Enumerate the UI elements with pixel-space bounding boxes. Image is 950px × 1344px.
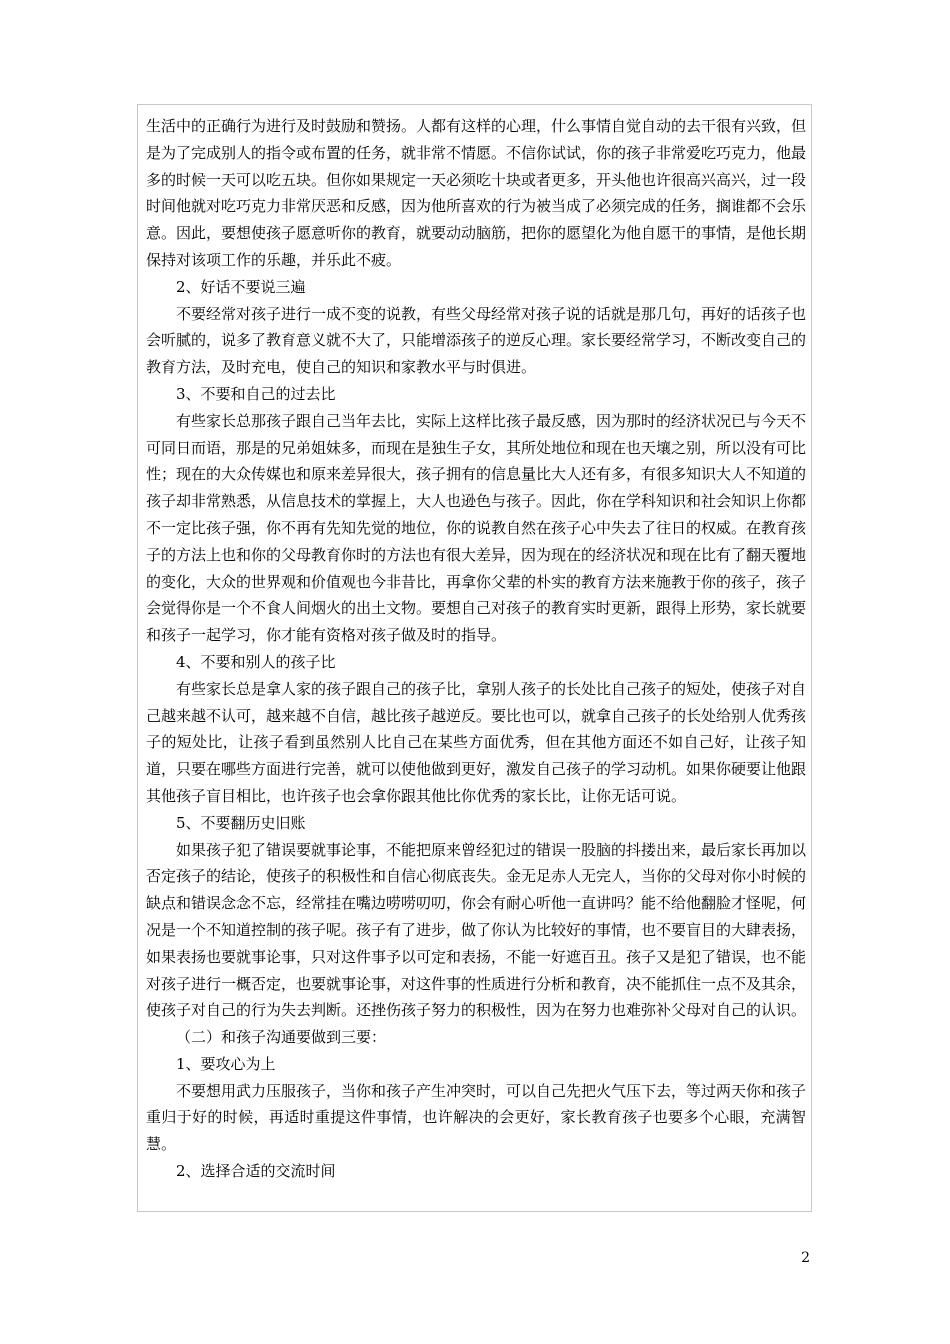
paragraph: 生活中的正确行为进行及时鼓励和赞扬。人都有这样的心理，什么事情自觉自动的去干很有兴致，但是为了完成别人的指令或布置的任务，就非常不情愿。不信你试试，你的孩子非常爱吃巧克力，他最多的时候一天可以吃五块。但你如果规定一天必须吃十块或者更多，开头他也许很高兴高兴，过一段时间他就对吃巧克力非常厌恶和反感，因为他所喜欢的行为被当成了必须完成的任务，搁谁都不会乐意。因此，要想使孩子愿意听你的教育，就要动动脑筋，把你的愿望化为他自愿干的事情，是他长期保持对该项工作的乐趣，并乐此不疲。 bbox=[146, 117, 807, 269]
section-heading: 2、选择合适的交流时间 bbox=[176, 1162, 336, 1181]
section-heading: 4、不要和别人的孩子比 bbox=[176, 652, 336, 671]
page-number: 2 bbox=[801, 1250, 810, 1266]
section-heading: 5、不要翻历史旧账 bbox=[176, 813, 306, 832]
section-heading: 3、不要和自己的过去比 bbox=[176, 384, 336, 403]
paragraph: 如果孩子犯了错误要就事论事，不能把原来曾经犯过的错误一股脑的抖搂出来，最后家长再加以否定孩子的结论，使孩子的积极性和自信心彻底丧失。金无足赤人无完人，当你的父母对你小时候的缺点和错误念念不忘，经常挂在嘴边唠唠叨叨，你会有耐心听他一直讲吗？能不给他翻脸才怪呢，何况是一个不知道控制的孩子呢。孩子有了进步，做了你认为比较好的事情，也不要盲目的大肆表扬，如果表扬也要就事论事，只对这件事予以可定和表扬，不能一好遮百丑。孩子又是犯了错误，也不能对孩子进行一概否定，也要就事论事，对这件事的性质进行分析和教育，决不能抓住一点不及其余，使孩子对自己的行为失去判断。还挫伤孩子努力的积极性，因为在努力也难弥补父母对自己的认识。 bbox=[146, 840, 807, 1020]
paragraph: 有些家长总是拿人家的孩子跟自己的孩子比，拿别人孩子的长处比自己孩子的短处，使孩子对自己越来越不认可，越来越不自信，越比孩子越逆反。要比也可以，就拿自己孩子的长处给别人优秀孩子的短处比，让孩子看到虽然别人比自己在某些方面优秀，但在其他方面还不如自己好，让孩子知道，只要在哪些方面进行完善，就可以使他做到更好，激发自己孩子的学习动机。如果你硬要让他跟其他孩子盲目相比，也许孩子也会拿你跟其他比你优秀的家长比，让你无话可说。 bbox=[146, 679, 807, 805]
paragraph: 不要想用武力压服孩子，当你和孩子产生冲突时，可以自己先把火气压下去，等过两天你和孩子重归于好的时候，再适时重提这件事情，也许解决的会更好，家长教育孩子也要多个心眼，充满智慧。 bbox=[146, 1081, 807, 1154]
paragraph: 有些家长总那孩子跟自己当年去比，实际上这样比孩子最反感，因为那时的经济状况已与今天不可同日而语，那是的兄弟姐妹多，而现在是独生子女，其所处地位和现在也天壤之别，所以没有可比性；现在的大众传媒也和原来差异很大，孩子拥有的信息量比大人还有多，有很多知识大人不知道的孩子却非常熟悉，从信息技术的掌握上，大人也逊色与孩子。因此，你在学科知识和社会知识上你都不一定比孩子强，你不再有先知先觉的地位，你的说教自然在孩子心中失去了往日的权威。在教育孩子的方法上也和你的父母教育你时的方法也有很大差异，因为现在的经济状况和现在比有了翻天覆地的变化，大众的世界观和价值观也今非昔比，再拿你父辈的朴实的教育方法来施教于你的孩子，孩子会觉得你是一个不食人间烟火的出土文物。要想自己对孩子的教育实时更新，跟得上形势，家长就要和孩子一起学习，你才能有资格对孩子做及时的指导。 bbox=[146, 411, 807, 645]
document-body bbox=[146, 113, 806, 1185]
section-heading: （二）和孩子沟通要做到三要： bbox=[176, 1028, 387, 1047]
paragraph: 不要经常对孩子进行一成不变的说教，有些父母经常对孩子说的话就是那几句，再好的话孩子也会听腻的，说多了教育意义就不大了，只能增添孩子的逆反心理。家长要经常学习，不断改变自己的教育方法，及时充电，使自己的知识和家教水平与时俱进。 bbox=[146, 304, 807, 377]
section-heading: 1、要攻心为上 bbox=[176, 1054, 276, 1073]
section-heading: 2、好话不要说三遍 bbox=[176, 277, 306, 296]
